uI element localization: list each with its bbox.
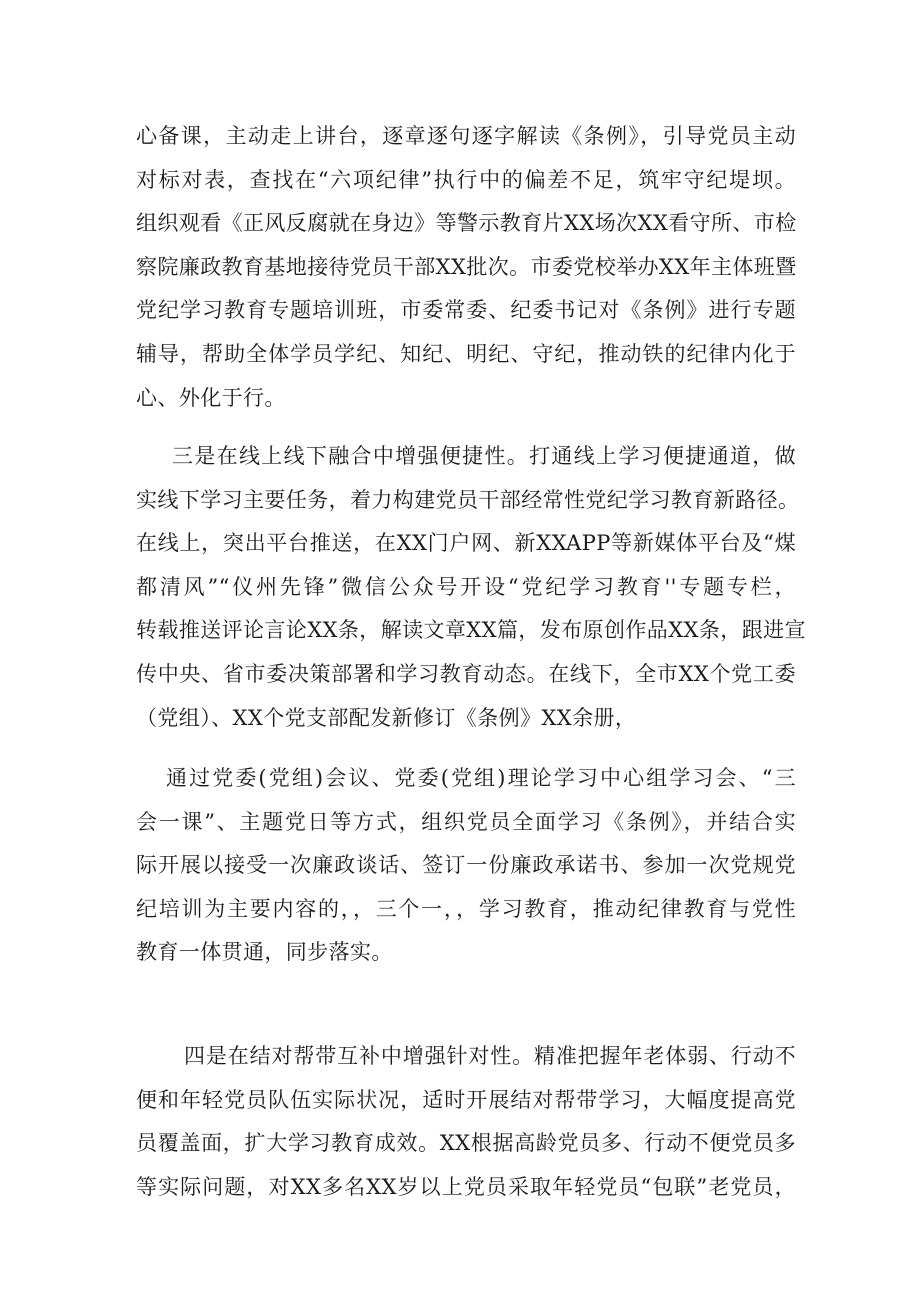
text-line: 都清风”“仪州先锋”微信公众号开设“党纪学习教育''专题专栏， — [136, 574, 796, 599]
paragraph-paired-assistance — [136, 1035, 796, 1209]
text-line: 组织观看《正风反腐就在身边》等警示教育片XX场次XX看守所、市检 — [136, 211, 797, 236]
text-line: 对标对表，查找在“六项纪律”执行中的偏差不足，筑牢守纪堤坝。 — [136, 167, 796, 192]
text-line: 会一课”、主题党日等方式，组织党员全面学习《条例》，并结合实 — [136, 809, 796, 834]
text-line: 员覆盖面，扩大学习教育成效。XX根据高龄党员多、行动不便党员多 — [136, 1131, 796, 1156]
text-line: 党纪学习教育专题培训班，市委常委、纪委书记对《条例》进行专题 — [136, 298, 796, 323]
text-line: 察院廉政教育基地接待党员干部XX批次。市委党校举办XX年主体班暨 — [136, 254, 797, 279]
text-line: 转载推送评论言论XX条，解读文章XX篇，发布原创作品XX条，跟进宣 — [136, 618, 806, 643]
text-line: 纪培训为主要内容的，，三个一，，学习教育，推动纪律教育与党性 — [136, 896, 796, 921]
text-line: 三是在线上线下融合中增强便捷性。打通线上学习便捷通道，做 — [172, 444, 796, 468]
text-line: 心、外化于行。 — [136, 385, 286, 410]
text-line: 实线下学习主要任务，着力构建党员干部经常性党纪学习教育新路径。 — [136, 487, 800, 512]
text-line: 四是在结对帮带互补中增强针对性。精准把握年老体弱、行动不 — [184, 1044, 796, 1068]
text-line: 等实际问题，对XX多名XX岁以上党员采取年轻党员“包联”老党员， — [136, 1174, 796, 1199]
text-line: （党组）、XX个党支部配发新修订《条例》XX余册， — [136, 705, 637, 730]
text-line: 在线上，突出平台推送，在XX门户网、新XXAPP等新媒体平台及“煤 — [136, 531, 796, 556]
text-line: 便和年轻党员队伍实际状况，适时开展结对帮带学习，大幅度提高党 — [136, 1087, 796, 1112]
paragraph-online-offline — [136, 435, 806, 740]
paragraph-party-meetings — [136, 757, 796, 975]
text-line: 辅导，帮助全体学员学纪、知纪、明纪、守纪，推动铁的纪律内化于 — [136, 341, 796, 366]
text-line: 心备课，主动走上讲台，逐章逐句逐字解读《条例》，引导党员主动 — [136, 124, 796, 148]
text-line: 教育一体贯通，同步落实。 — [136, 940, 393, 965]
text-line: 通过党委(党组)会议、党委(党组)理论学习中心组学习会、“三 — [166, 766, 796, 790]
paragraph-discipline-education — [136, 115, 796, 420]
text-line: 传中央、省市委决策部署和学习教育动态。在线下，全市XX个党工委 — [136, 661, 796, 686]
text-line: 际开展以接受一次廉政谈话、签订一份廉政承诺书、参加一次党规党 — [136, 853, 796, 878]
